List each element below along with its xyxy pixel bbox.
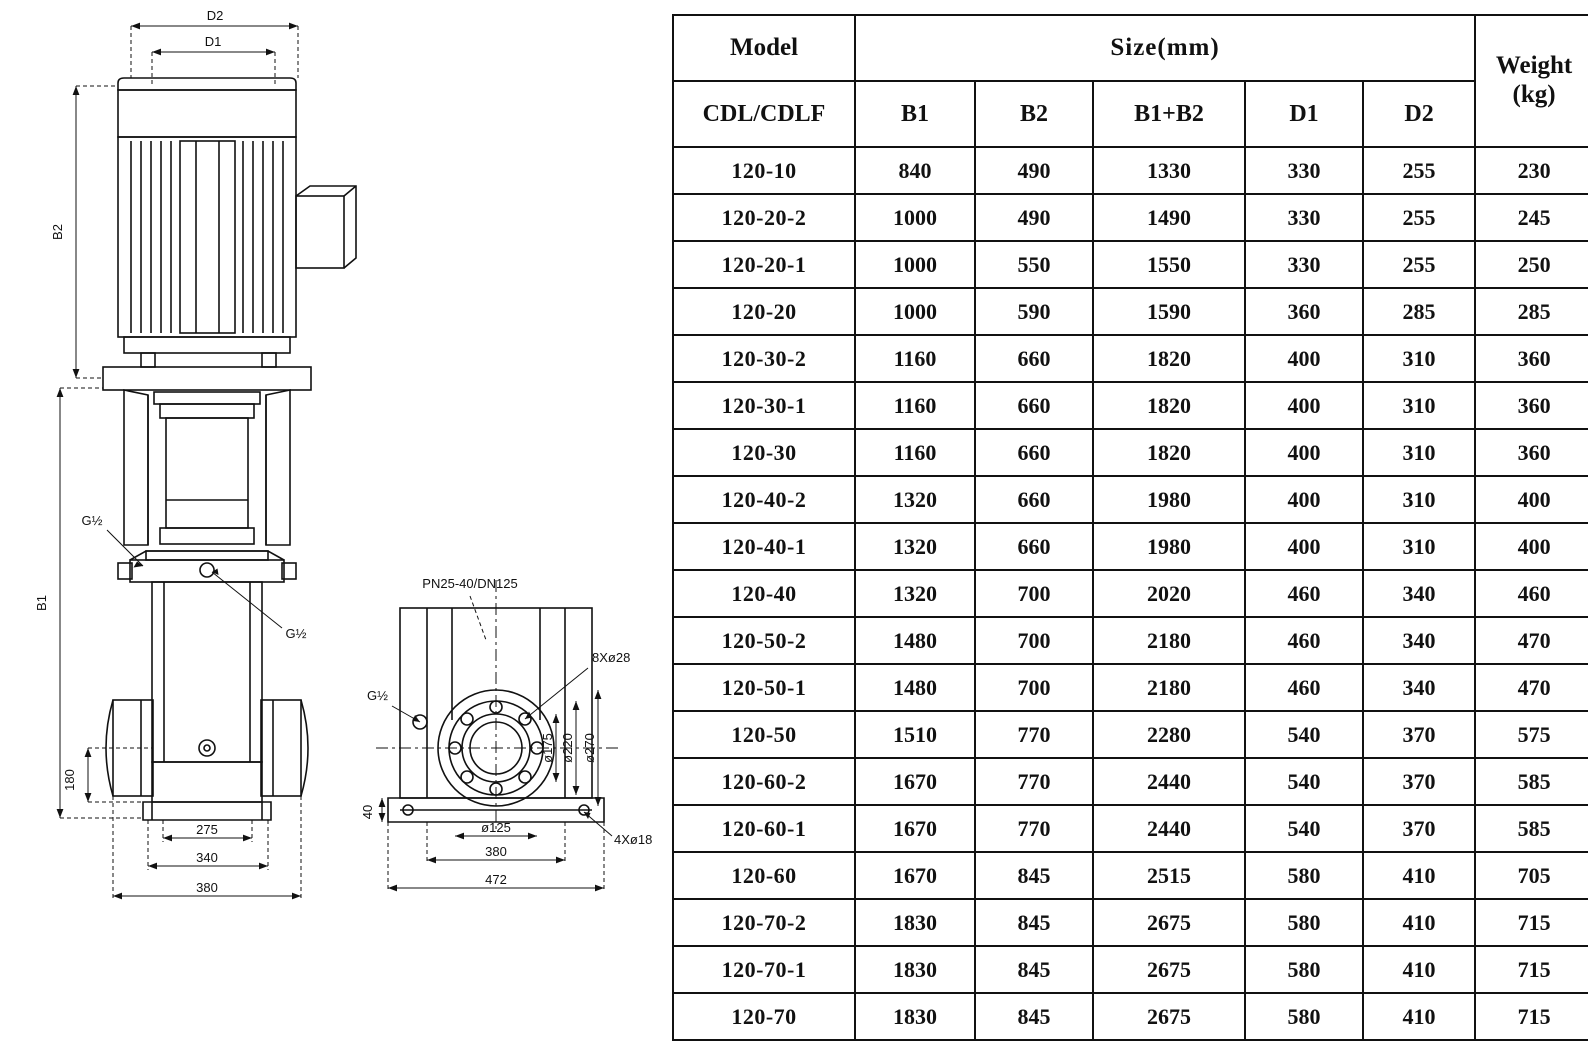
cell-weight: 585 <box>1475 805 1588 852</box>
label-base-bolt-note: 4Xø18 <box>614 832 653 847</box>
label-472: 472 <box>485 872 507 887</box>
cell-weight: 400 <box>1475 523 1588 570</box>
cell-model: 120-20-2 <box>673 194 855 241</box>
cell-sum: 1590 <box>1093 288 1245 335</box>
cell-b1: 1830 <box>855 946 975 993</box>
label-flange-note: PN25-40/DN125 <box>422 576 518 591</box>
cell-b2: 660 <box>975 335 1093 382</box>
cell-weight: 360 <box>1475 429 1588 476</box>
table-head <box>673 15 1588 147</box>
cell-b1: 1670 <box>855 758 975 805</box>
cell-b1: 1000 <box>855 194 975 241</box>
label-d175: ø175 <box>540 733 555 763</box>
cell-b2: 490 <box>975 194 1093 241</box>
cell-weight: 460 <box>1475 570 1588 617</box>
cell-model: 120-70 <box>673 993 855 1040</box>
table-row <box>673 288 1588 335</box>
label-380-front: 380 <box>196 880 218 895</box>
cell-d2: 255 <box>1363 147 1475 194</box>
table-row <box>673 758 1588 805</box>
cell-b1: 1160 <box>855 335 975 382</box>
cell-sum: 1820 <box>1093 335 1245 382</box>
cell-model: 120-40 <box>673 570 855 617</box>
label-d270: ø270 <box>582 733 597 763</box>
label-380-bottom: 380 <box>485 844 507 859</box>
table-row <box>673 617 1588 664</box>
cell-b1: 1830 <box>855 993 975 1040</box>
cell-b1: 840 <box>855 147 975 194</box>
cell-d1: 330 <box>1245 241 1363 288</box>
cell-b1: 1000 <box>855 241 975 288</box>
cell-weight: 470 <box>1475 664 1588 711</box>
cell-b1: 1670 <box>855 852 975 899</box>
cell-b1: 1320 <box>855 523 975 570</box>
cell-b2: 700 <box>975 617 1093 664</box>
table-row <box>673 429 1588 476</box>
cell-d1: 580 <box>1245 899 1363 946</box>
cell-d2: 310 <box>1363 476 1475 523</box>
table-header-row-2 <box>673 81 1588 147</box>
specification-table-panel <box>672 14 1572 1041</box>
cell-d2: 340 <box>1363 570 1475 617</box>
cell-b2: 770 <box>975 805 1093 852</box>
cell-d1: 580 <box>1245 993 1363 1040</box>
cell-d2: 370 <box>1363 711 1475 758</box>
cell-sum: 1820 <box>1093 429 1245 476</box>
table-row <box>673 476 1588 523</box>
cell-sum: 2180 <box>1093 664 1245 711</box>
cell-sum: 2515 <box>1093 852 1245 899</box>
cell-b2: 845 <box>975 946 1093 993</box>
table-row <box>673 241 1588 288</box>
cell-model: 120-40-2 <box>673 476 855 523</box>
table-row <box>673 993 1588 1040</box>
cell-model: 120-50-2 <box>673 617 855 664</box>
label-thread-bottom: G½ <box>285 626 307 641</box>
cell-d2: 310 <box>1363 523 1475 570</box>
cell-d1: 540 <box>1245 758 1363 805</box>
cell-sum: 2675 <box>1093 899 1245 946</box>
cell-d2: 285 <box>1363 288 1475 335</box>
table-header-row-1 <box>673 15 1588 81</box>
cell-model: 120-60 <box>673 852 855 899</box>
header-b1: B1 <box>855 81 975 147</box>
cell-b2: 550 <box>975 241 1093 288</box>
cell-sum: 1550 <box>1093 241 1245 288</box>
cell-d2: 410 <box>1363 993 1475 1040</box>
cell-sum: 2020 <box>1093 570 1245 617</box>
cell-weight: 360 <box>1475 382 1588 429</box>
cell-weight: 245 <box>1475 194 1588 241</box>
cell-d1: 580 <box>1245 852 1363 899</box>
cell-weight: 400 <box>1475 476 1588 523</box>
cell-d2: 340 <box>1363 664 1475 711</box>
cell-b2: 845 <box>975 852 1093 899</box>
table-row <box>673 946 1588 993</box>
cell-weight: 585 <box>1475 758 1588 805</box>
cell-d2: 410 <box>1363 946 1475 993</box>
cell-b1: 1320 <box>855 476 975 523</box>
label-d2: D2 <box>206 8 224 23</box>
header-size: Size(mm) <box>855 15 1475 81</box>
cell-sum: 2675 <box>1093 946 1245 993</box>
label-b1: B1 <box>34 595 49 611</box>
cell-d2: 310 <box>1363 382 1475 429</box>
header-d2: D2 <box>1363 81 1475 147</box>
cell-d1: 400 <box>1245 335 1363 382</box>
cell-b1: 1320 <box>855 570 975 617</box>
table-row <box>673 852 1588 899</box>
label-180: 180 <box>62 769 77 791</box>
cell-sum: 1490 <box>1093 194 1245 241</box>
label-40: 40 <box>360 804 375 820</box>
label-thread-top: G½ <box>81 513 103 528</box>
cell-sum: 1980 <box>1093 523 1245 570</box>
header-model-series: CDL/CDLF <box>673 81 855 147</box>
label-bolt-note: 8Xø28 <box>592 650 631 665</box>
cell-d1: 460 <box>1245 664 1363 711</box>
cell-model: 120-30 <box>673 429 855 476</box>
cell-b1: 1000 <box>855 288 975 335</box>
cell-d2: 410 <box>1363 899 1475 946</box>
label-d220: ø220 <box>560 733 575 763</box>
table-row <box>673 335 1588 382</box>
cell-b2: 660 <box>975 429 1093 476</box>
cell-weight: 715 <box>1475 946 1588 993</box>
cell-weight: 575 <box>1475 711 1588 758</box>
cell-d1: 460 <box>1245 617 1363 664</box>
table-row <box>673 194 1588 241</box>
cell-model: 120-60-1 <box>673 805 855 852</box>
cell-d2: 340 <box>1363 617 1475 664</box>
cell-model: 120-70-2 <box>673 899 855 946</box>
cell-weight: 715 <box>1475 899 1588 946</box>
cell-model: 120-30-2 <box>673 335 855 382</box>
cell-b2: 490 <box>975 147 1093 194</box>
cell-b2: 770 <box>975 758 1093 805</box>
cell-sum: 2180 <box>1093 617 1245 664</box>
cell-weight: 285 <box>1475 288 1588 335</box>
cell-weight: 230 <box>1475 147 1588 194</box>
table-row <box>673 523 1588 570</box>
header-b2: B2 <box>975 81 1093 147</box>
cell-sum: 2675 <box>1093 993 1245 1040</box>
table-body <box>673 147 1588 1040</box>
cell-weight: 715 <box>1475 993 1588 1040</box>
cell-b1: 1510 <box>855 711 975 758</box>
cell-d1: 540 <box>1245 711 1363 758</box>
header-weight-line1: Weight <box>1495 52 1573 80</box>
cell-d2: 410 <box>1363 852 1475 899</box>
cell-model: 120-30-1 <box>673 382 855 429</box>
cell-b2: 660 <box>975 382 1093 429</box>
cell-sum: 2440 <box>1093 805 1245 852</box>
cell-b2: 845 <box>975 899 1093 946</box>
cell-d1: 330 <box>1245 194 1363 241</box>
cell-d1: 460 <box>1245 570 1363 617</box>
cell-model: 120-40-1 <box>673 523 855 570</box>
cell-model: 120-10 <box>673 147 855 194</box>
cell-d1: 580 <box>1245 946 1363 993</box>
cell-d2: 370 <box>1363 805 1475 852</box>
table-row <box>673 570 1588 617</box>
cell-d1: 400 <box>1245 476 1363 523</box>
cell-b1: 1480 <box>855 664 975 711</box>
cell-sum: 1980 <box>1093 476 1245 523</box>
cell-d2: 255 <box>1363 241 1475 288</box>
cell-d2: 370 <box>1363 758 1475 805</box>
cell-d2: 255 <box>1363 194 1475 241</box>
cell-b2: 770 <box>975 711 1093 758</box>
label-d125: ø125 <box>481 820 511 835</box>
cell-b1: 1160 <box>855 429 975 476</box>
cell-b2: 700 <box>975 570 1093 617</box>
header-weight-line2: (kg) <box>1512 81 1556 108</box>
cell-weight: 470 <box>1475 617 1588 664</box>
cell-d2: 310 <box>1363 429 1475 476</box>
cell-b2: 845 <box>975 993 1093 1040</box>
label-340: 340 <box>196 850 218 865</box>
table-row <box>673 664 1588 711</box>
cell-d1: 400 <box>1245 429 1363 476</box>
cell-model: 120-70-1 <box>673 946 855 993</box>
cell-b2: 660 <box>975 523 1093 570</box>
cell-sum: 2280 <box>1093 711 1245 758</box>
table-row <box>673 805 1588 852</box>
cell-b1: 1160 <box>855 382 975 429</box>
cell-sum: 1820 <box>1093 382 1245 429</box>
cell-sum: 1330 <box>1093 147 1245 194</box>
cell-b1: 1670 <box>855 805 975 852</box>
label-d1: D1 <box>204 34 222 49</box>
header-b1-plus-b2: B1+B2 <box>1093 81 1245 147</box>
cell-model: 120-50-1 <box>673 664 855 711</box>
cell-d1: 540 <box>1245 805 1363 852</box>
cell-sum: 2440 <box>1093 758 1245 805</box>
header-d1: D1 <box>1245 81 1363 147</box>
cell-d1: 330 <box>1245 147 1363 194</box>
cell-model: 120-20 <box>673 288 855 335</box>
table-row <box>673 382 1588 429</box>
label-plug-note: G½ <box>367 688 388 703</box>
header-model: Model <box>673 15 855 81</box>
header-weight <box>1475 15 1588 147</box>
cell-weight: 705 <box>1475 852 1588 899</box>
cell-model: 120-20-1 <box>673 241 855 288</box>
table-row <box>673 147 1588 194</box>
cell-b1: 1830 <box>855 899 975 946</box>
cell-d1: 400 <box>1245 382 1363 429</box>
table-row <box>673 899 1588 946</box>
cell-model: 120-50 <box>673 711 855 758</box>
cell-d1: 400 <box>1245 523 1363 570</box>
cell-b2: 700 <box>975 664 1093 711</box>
cell-b2: 590 <box>975 288 1093 335</box>
cell-d2: 310 <box>1363 335 1475 382</box>
table-row <box>673 711 1588 758</box>
cell-model: 120-60-2 <box>673 758 855 805</box>
cell-weight: 250 <box>1475 241 1588 288</box>
cell-b1: 1480 <box>855 617 975 664</box>
cell-weight: 360 <box>1475 335 1588 382</box>
specification-table <box>672 14 1588 1041</box>
cell-d1: 360 <box>1245 288 1363 335</box>
technical-drawing-panel <box>0 0 660 1000</box>
pump-drawing-svg <box>0 0 660 1000</box>
cell-b2: 660 <box>975 476 1093 523</box>
label-b2: B2 <box>50 224 65 240</box>
label-275: 275 <box>196 822 218 837</box>
